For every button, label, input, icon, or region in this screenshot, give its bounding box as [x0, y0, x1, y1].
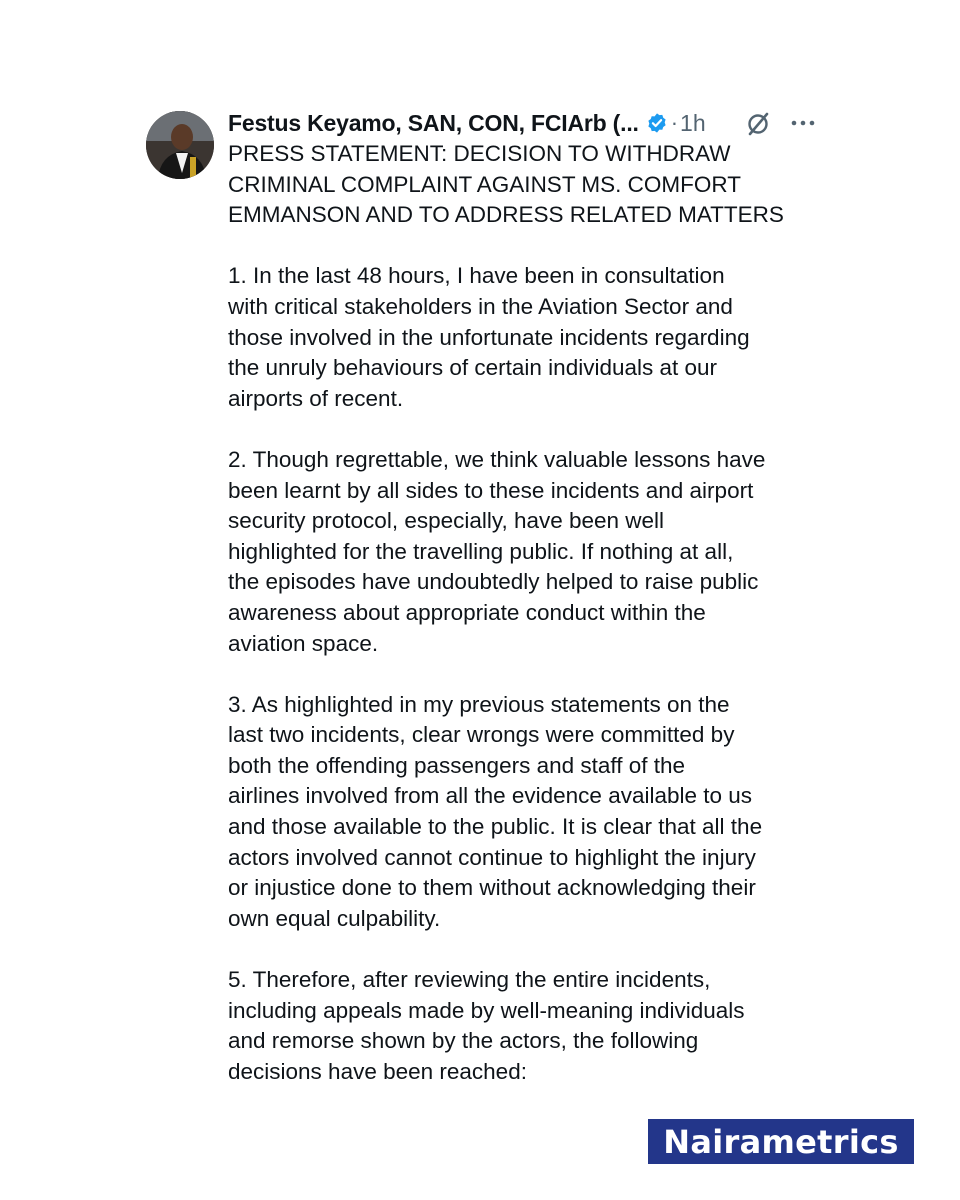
paragraph-line: last two incidents, clear wrongs were committed by	[228, 722, 735, 748]
paragraph-line: aviation space.	[228, 630, 379, 656]
paragraph-line: or injustice done to them without acknowledging their	[228, 875, 756, 901]
paragraph-line: 3. As highlighted in my previous statements on the	[228, 691, 730, 717]
paragraph-line: and those available to the public. It is clear that all the	[228, 814, 763, 840]
paragraph-line: with critical stakeholders in the Aviation Sector and	[228, 293, 733, 319]
more-options-icon[interactable]	[789, 112, 817, 134]
title-line: EMMANSON AND TO ADDRESS RELATED MATTERS	[228, 202, 784, 228]
paragraph-line: 1. In the last 48 hours, I have been in consultation	[228, 263, 725, 289]
paragraph-line: the episodes have undoubtedly helped to raise public	[228, 569, 759, 595]
paragraph-line: both the offending passengers and staff of the	[228, 752, 686, 778]
paragraph-line: 5. Therefore, after reviewing the entire incidents,	[228, 967, 711, 993]
header-separator: ·	[670, 110, 679, 135]
paragraph-line: highlighted for the travelling public. If nothing at all,	[228, 538, 734, 564]
avatar-photo	[146, 111, 214, 179]
paragraph-line: 2. Though regrettable, we think valuable lessons have	[228, 446, 766, 472]
paragraph-line: actors involved cannot continue to highlight the injury	[228, 844, 756, 870]
paragraph-3	[228, 690, 848, 935]
tweet-header	[228, 106, 706, 140]
paragraph-line: been learnt by all sides to these incidents and airport	[228, 477, 754, 503]
grok-icon[interactable]	[744, 110, 772, 138]
paragraph-line: and remorse shown by the actors, the following	[228, 1028, 699, 1054]
paragraph-2	[228, 445, 848, 659]
paragraph-line: airlines involved from all the evidence available to us	[228, 783, 753, 809]
author-name[interactable]: Festus Keyamo, SAN, CON, FCIArb (...	[228, 109, 639, 136]
paragraph-5	[228, 965, 848, 1087]
paragraph-line: airports of recent.	[228, 385, 404, 411]
paragraph-line: own equal culpability.	[228, 905, 441, 931]
statement-title	[228, 139, 848, 231]
paragraph-line: the unruly behaviours of certain individuals at our	[228, 355, 718, 381]
tweet-body	[228, 139, 848, 1087]
paragraph-line: including appeals made by well-meaning individuals	[228, 997, 745, 1023]
title-line: CRIMINAL COMPLAINT AGAINST MS. COMFORT	[228, 171, 741, 197]
watermark-text: Nairametrics	[663, 1122, 899, 1161]
paragraph-line: decisions have been reached:	[228, 1058, 527, 1084]
paragraph-1	[228, 261, 848, 414]
verified-badge-icon	[646, 112, 668, 134]
paragraph-line: awareness about appropriate conduct within the	[228, 599, 706, 625]
tweet-timestamp[interactable]: 1h	[680, 109, 706, 136]
paragraph-line: security protocol, especially, have been well	[228, 508, 665, 534]
title-line: PRESS STATEMENT: DECISION TO WITHDRAW	[228, 141, 731, 166]
paragraph-line: those involved in the unfortunate incidents regarding	[228, 324, 750, 350]
nairametrics-watermark	[648, 1119, 914, 1164]
author-avatar[interactable]	[146, 111, 214, 179]
